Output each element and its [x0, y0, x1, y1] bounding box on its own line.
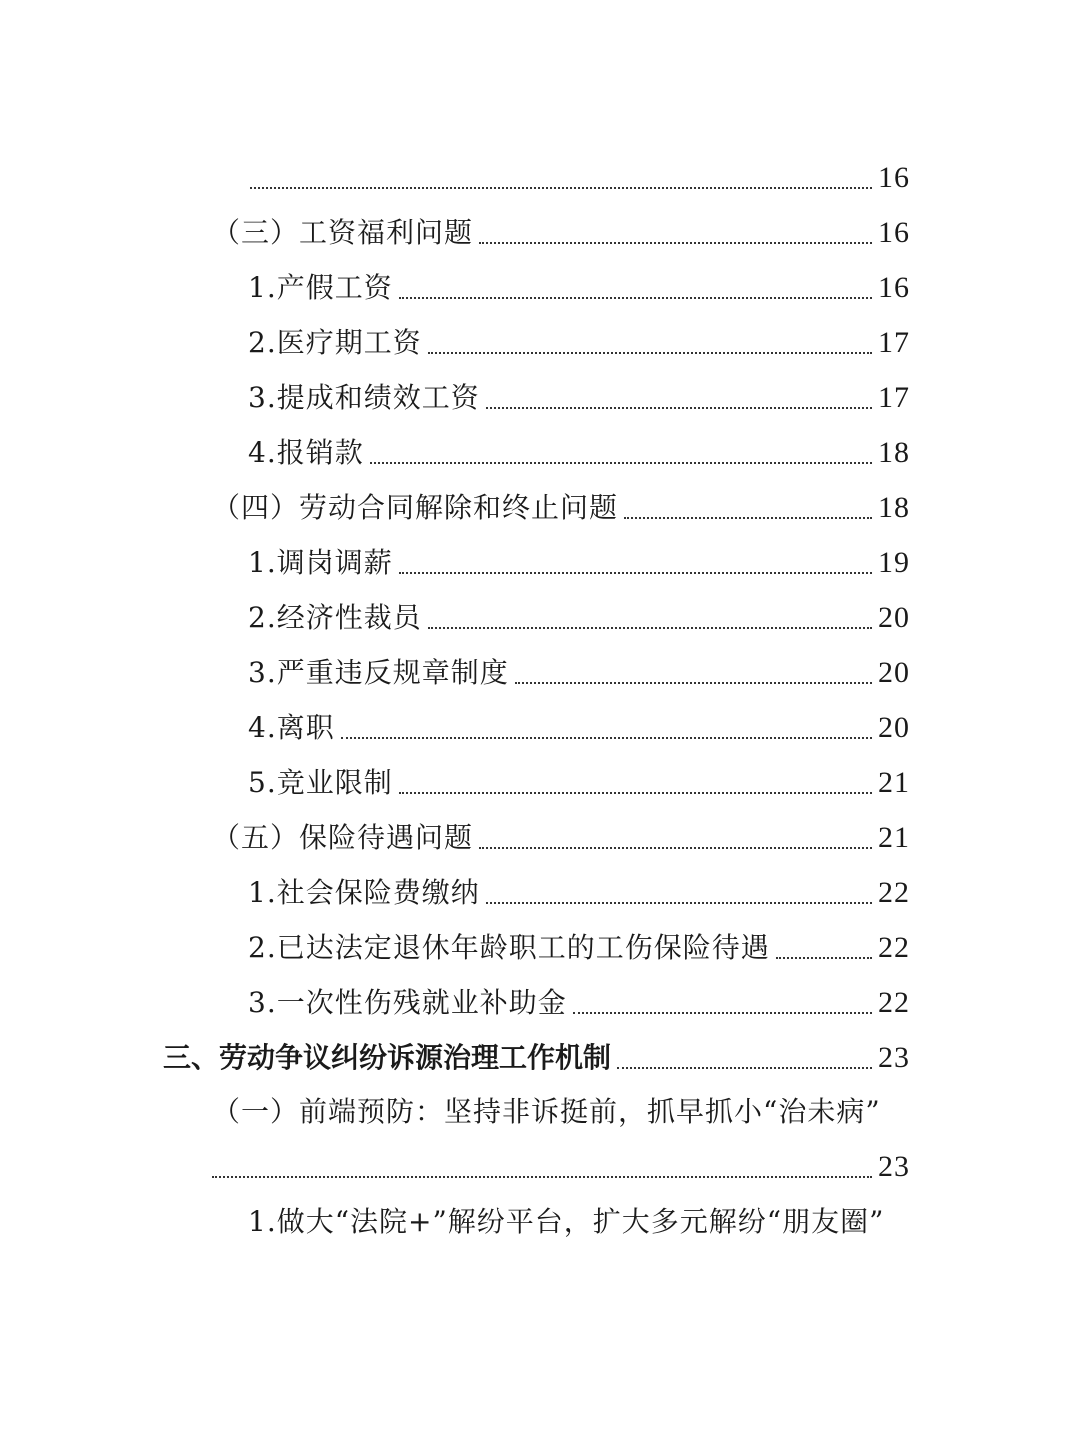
entry-title: 4.报销款 — [248, 436, 364, 469]
dot-leader — [479, 847, 872, 849]
toc-entry-item — [248, 266, 910, 310]
entry-title: （四）劳动合同解除和终止问题 — [212, 491, 619, 524]
page-number: 22 — [878, 986, 910, 1019]
page-number: 17 — [878, 381, 910, 414]
page-number: 23 — [878, 1150, 910, 1183]
entry-title: （三）工资福利问题 — [212, 216, 474, 249]
entry-title: 3.一次性伤残就业补助金 — [248, 986, 567, 1019]
toc-entry-item — [248, 871, 910, 915]
page-number: 20 — [878, 601, 910, 634]
dot-leader — [399, 792, 872, 794]
dot-leader — [486, 902, 872, 904]
dot-leader — [250, 187, 872, 189]
toc-entry-item — [248, 981, 910, 1025]
entry-title: 2.医疗期工资 — [248, 326, 422, 359]
dot-leader — [370, 462, 872, 464]
entry-title: 2.已达法定退休年龄职工的工伤保险待遇 — [248, 931, 770, 964]
toc-entry-section-wrapped: （一）前端预防：坚持非诉挺前，抓早抓小“治未病” — [212, 1095, 881, 1128]
entry-title: 1.产假工资 — [248, 271, 393, 304]
toc-entry-item — [248, 706, 910, 750]
dot-leader — [341, 737, 872, 739]
dot-leader — [624, 517, 872, 519]
dot-leader — [428, 627, 872, 629]
toc-entry-chapter — [163, 1036, 910, 1080]
toc-entry-item — [248, 596, 910, 640]
entry-title: 三、劳动争议纠纷诉源治理工作机制 — [163, 1041, 612, 1074]
toc-entry-item — [248, 651, 910, 695]
page-number: 23 — [878, 1041, 910, 1074]
dot-leader — [515, 682, 872, 684]
toc-entry-section — [212, 211, 910, 255]
page-number: 21 — [878, 766, 910, 799]
page-number: 16 — [878, 216, 910, 249]
dot-leader — [573, 1012, 872, 1014]
page-number: 17 — [878, 326, 910, 359]
toc-entry-item — [248, 541, 910, 585]
entry-title: 1.调岗调薪 — [248, 546, 393, 579]
toc-entry-continuation — [212, 1145, 910, 1189]
entry-title: 3.严重违反规章制度 — [248, 656, 509, 689]
toc-entry-section — [212, 486, 910, 530]
toc-entry-item — [248, 926, 910, 970]
page-number: 22 — [878, 931, 910, 964]
dot-leader — [212, 1176, 872, 1178]
dot-leader — [428, 352, 872, 354]
toc-entry-item — [248, 431, 910, 475]
page-number: 16 — [878, 271, 910, 304]
page-number: 18 — [878, 436, 910, 469]
toc-entry-continuation — [250, 156, 910, 200]
dot-leader — [486, 407, 872, 409]
dot-leader — [776, 957, 872, 959]
page-number: 20 — [878, 656, 910, 689]
page-number: 20 — [878, 711, 910, 744]
toc-entry-item — [248, 321, 910, 365]
dot-leader — [479, 242, 872, 244]
entry-title: 2.经济性裁员 — [248, 601, 422, 634]
entry-title: 4.离职 — [248, 711, 335, 744]
toc-entry-section — [212, 816, 910, 860]
page-number: 21 — [878, 821, 910, 854]
entry-title: 5.竞业限制 — [248, 766, 393, 799]
page-number: 22 — [878, 876, 910, 909]
toc-entry-item-wrapped: 1.做大“法院+”解纷平台，扩大多元解纷“朋友圈” — [248, 1205, 885, 1238]
entry-title: 3.提成和绩效工资 — [248, 381, 480, 414]
toc-entry-item — [248, 761, 910, 805]
dot-leader — [399, 297, 872, 299]
page-number: 18 — [878, 491, 910, 524]
page-number: 19 — [878, 546, 910, 579]
page-number: 16 — [878, 161, 910, 194]
entry-title: （五）保险待遇问题 — [212, 821, 474, 854]
toc-entry-item — [248, 376, 910, 420]
dot-leader — [399, 572, 872, 574]
dot-leader — [617, 1067, 872, 1069]
entry-title: 1.社会保险费缴纳 — [248, 876, 480, 909]
